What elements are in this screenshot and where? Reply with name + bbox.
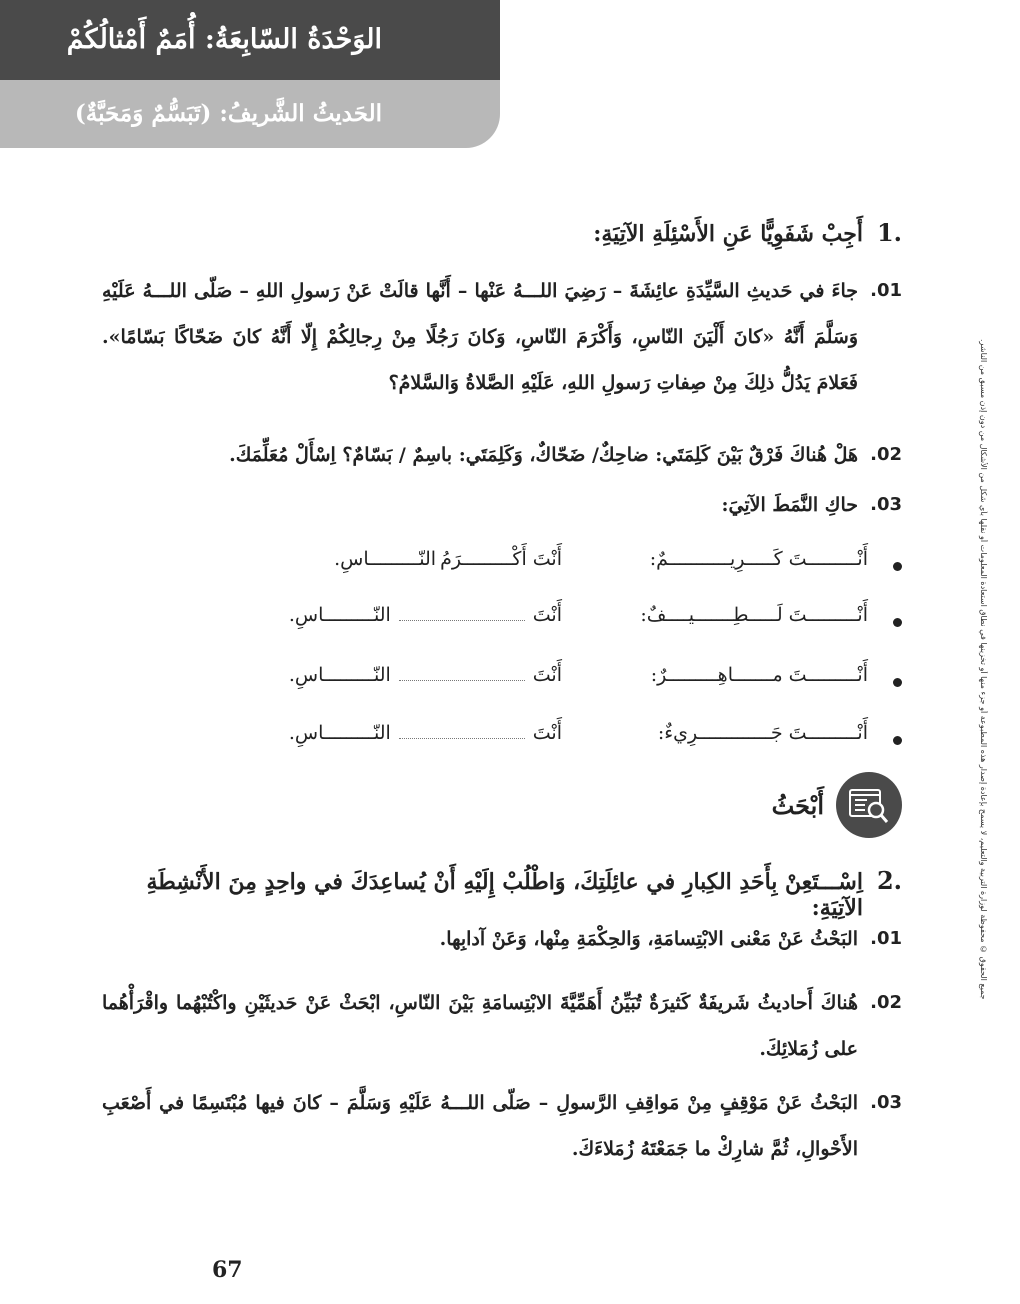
q2-item-3-text: البَحْثُ عَنْ مَوْقِفٍ مِنْ مَواقِفِ الرَّسولِ – صَلّى اللـــهُ عَلَيْهِ وَسَلَّمَ – كانَ فيها مُبْتَسِمًا في أَصْعَبِ الأَحْوالِ، ثُمَّ شارِكْ ما جَمَعْتَهُ زُمَلاءَكَ. [102,1092,858,1160]
pattern-superlative-start: أَنْتَ أَكْـــــــــرَمُ [440,548,562,570]
pattern-superlative-start: أَنْتَ [532,722,562,744]
pattern-superlative-end: النّـــــــــاسِ. [288,604,391,626]
pattern-adjective: أَنْـــــــــتَ كَـــــرِيـــــــــــمٌ: [649,548,868,570]
pattern-superlative [289,604,562,626]
pattern-superlative-start: أَنْتَ [532,664,562,686]
q1-item-2 [102,432,902,478]
q1-item-1 [102,268,902,406]
fill-blank-line[interactable] [399,737,525,739]
unit-header-bar [0,0,500,80]
pattern-superlative-end: النّـــــــــاسِ. [334,548,437,570]
q1-item-1-text: جاءَ في حَديثِ السَّيِّدَةِ عائِشَةَ – رَضِيَ اللـــهُ عَنْها – أَنَّها قالَتْ عَنْ رَسولِ اللهِ – صَلّى اللـــهُ عَلَيْهِ وَسَلَّمَ أَنَّهُ «كانَ أَلْيَنَ النّاسِ، وَأَكْرَمَ النّاسِ، وَكانَ رَجُلًا مِنْ رِجالِكُمْ إِلّا أَنَّهُ كانَ ضَحّاكًا بَسّامًا». فَعَلامَ يَدُلُّ ذلِكَ مِنْ صِفاتِ رَسولِ اللهِ، عَلَيْهِ الصَّلاةُ وَالسَّلامُ؟ [102,280,858,394]
pattern-adjective: أَنْـــــــــتَ مـــــــاهِـــــــــرٌ: [650,664,868,686]
q1-item-3-text: حاكِ النَّمَطَ الآتِيَ: [721,494,858,516]
q2-item-1-text: البَحْثُ عَنْ مَعْنى الابْتِسامَةِ، وَالحِكْمَةِ مِنْها، وَعَنْ آدابِها. [439,928,858,950]
q1-item-3 [102,482,902,528]
question-2-number: .2 [876,866,902,895]
bullet-icon [893,618,902,627]
pattern-superlative-end: النّـــــــــاسِ. [288,664,391,686]
lesson-title: الحَديثُ الشَّريفُ: (تَبَسُّمٌ وَمَحَبَّةٌ) [74,100,382,127]
q1-item-1-number: .01 [870,280,902,301]
pattern-row [112,664,902,698]
pattern-row [112,548,902,582]
fill-blank-line[interactable] [399,619,525,621]
question-1-title: أَجِبْ شَفَوِيًّا عَنِ الأَسْئِلَةِ الآتِيَةِ: [593,221,863,247]
q2-item-1-number: .01 [870,928,902,949]
pattern-adjective: أَنْـــــــــتَ لَـــــطِـــــــيــــفٌ: [640,604,868,626]
q2-item-2-text: هُناكَ أَحاديثُ شَريفَةٌ كَثيرَةٌ تُبَيِّنُ أَهَمِّيَّةَ الابْتِسامَةِ بَيْنَ النّاسِ، ابْحَثْ عَنْ حَديثَيْنِ واكْتُبْهُما واقْرَأْهُما على زُمَلائِكَ. [102,992,858,1060]
page-number: 67 [212,1257,243,1283]
pattern-superlative [289,664,562,686]
pattern-superlative [334,548,562,570]
q1-item-2-number: .02 [870,444,902,465]
question-2-heading [112,866,902,921]
bullet-icon [893,562,902,571]
q1-item-2-text: هَلْ هُناكَ فَرْقٌ بَيْنَ كَلِمَتَي: ضاحِكٌ/ ضَحّاكٌ، وَكَلِمَتَي: باسِمٌ / بَسّامٌ؟ اِسْأَلْ مُعَلِّمَكَ. [229,444,858,466]
pattern-superlative-start: أَنْتَ [532,604,562,626]
pattern-adjective: أَنْـــــــــتَ جَـــــــــــــرِيءٌ: [657,722,868,744]
question-1-number: .1 [876,218,902,247]
search-document-icon [836,772,902,838]
question-1-heading [112,218,902,247]
q1-item-3-number: .03 [870,494,902,515]
q2-item-2 [102,980,902,1072]
q2-item-2-number: .02 [870,992,902,1013]
question-2-title: اِسْـــتَعِنْ بِأَحَدِ الكِبارِ في عائِلَتِكَ، وَاطْلُبْ إِلَيْهِ أَنْ يُساعِدَكَ في واحِدٍ مِنَ الأَنْشِطَةِ الآتِيَةِ: [146,869,863,921]
bullet-icon [893,736,902,745]
lesson-header-bar [0,80,500,148]
pattern-superlative [289,722,562,744]
copyright-note: جميع الحقوق © محفوظة لوزارة التربية والتعليم، لا يسمح بإعادة إصدار هذه المطبوعة أو جزء منها أو تخزينها في نطاق استعادة المعلومات أو نقلها بأي شكل من الأشكال من دون إذن مسبق من الناشر. [979,339,988,1000]
q2-item-3 [102,1080,902,1172]
pattern-row [112,604,902,638]
q2-item-3-number: .03 [870,1092,902,1113]
pattern-row [112,722,902,756]
research-label: أَبْحَثُ [771,790,824,820]
fill-blank-line[interactable] [399,679,525,681]
q2-item-1 [102,916,902,962]
research-section [772,772,902,838]
bullet-icon [893,678,902,687]
pattern-superlative-end: النّـــــــــاسِ. [288,722,391,744]
unit-title: الوَحْدَةُ السّابِعَةُ: أُمَمٌ أَمْثالُكُمْ [66,24,382,55]
